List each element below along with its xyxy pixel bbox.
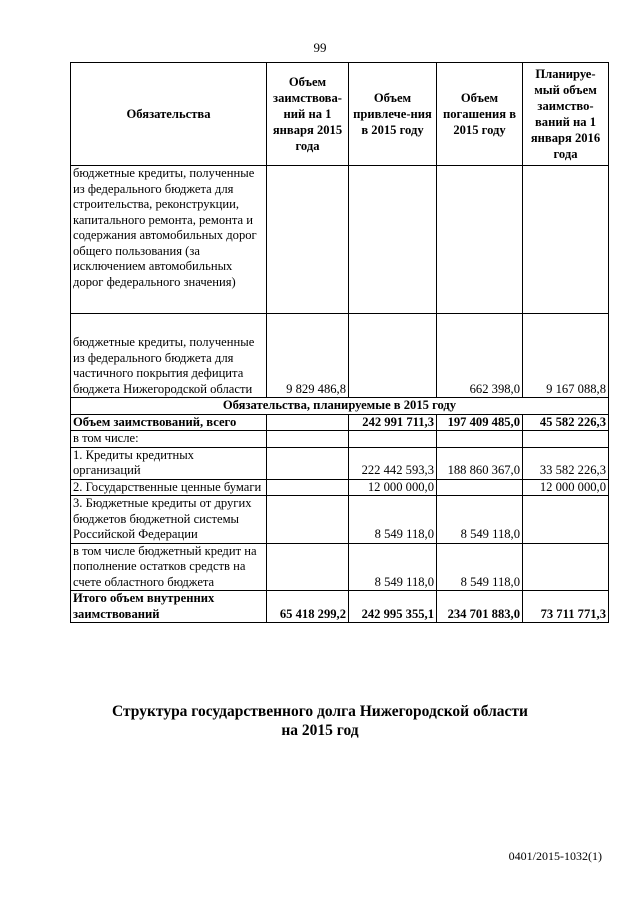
cell-value: 197 409 485,0 [437, 414, 523, 431]
section-title [0, 702, 640, 740]
table-row [71, 479, 609, 496]
cell-value [523, 496, 609, 544]
header-obligations: Обязательства [71, 63, 267, 166]
total-borrowings-row [71, 414, 609, 431]
borrowings-table [70, 62, 609, 623]
cell-value [267, 166, 349, 314]
table-row [71, 314, 609, 398]
table-row [71, 447, 609, 479]
section-header: Обязательства, планируемые в 2015 году [71, 398, 609, 415]
row-name: 1. Кредиты кредитных организаций [71, 447, 267, 479]
header-opening-borrowings: Объем заимствова-ний на 1 января 2015 года [267, 63, 349, 166]
cell-value [267, 496, 349, 544]
table-header-row [71, 63, 609, 166]
cell-value: 242 991 711,3 [349, 414, 437, 431]
cell-value: 242 995 355,1 [349, 591, 437, 623]
cell-value [437, 166, 523, 314]
row-name: 3. Бюджетные кредиты от других бюджетов бюджетной системы Российской Федерации [71, 496, 267, 544]
header-attraction: Объем привлече-ния в 2015 году [349, 63, 437, 166]
cell-value: 8 549 118,0 [349, 543, 437, 591]
including-row [71, 431, 609, 448]
cell-value [523, 166, 609, 314]
cell-value: 45 582 226,3 [523, 414, 609, 431]
cell-value [523, 543, 609, 591]
table-row [71, 166, 609, 314]
section-title-line1: Структура государственного долга Нижегородской области [112, 703, 528, 720]
cell-value: 12 000 000,0 [523, 479, 609, 496]
cell-value: 222 442 593,3 [349, 447, 437, 479]
cell-value: 8 549 118,0 [349, 496, 437, 544]
section-title-line2: на 2015 год [281, 722, 359, 739]
cell-value [267, 543, 349, 591]
cell-value: 9 167 088,8 [523, 314, 609, 398]
page-number: 99 [313, 40, 327, 55]
cell-value: 73 711 771,3 [523, 591, 609, 623]
row-name: в том числе бюджетный кредит на пополнение остатков средств на счете областного бюджета [71, 543, 267, 591]
cell-value: 9 829 486,8 [267, 314, 349, 398]
cell-value: 65 418 299,2 [267, 591, 349, 623]
row-name: бюджетные кредиты, полученные из федерального бюджета для частичного покрытия дефицита бюджета Нижегородской области [71, 314, 267, 398]
cell-value: 662 398,0 [437, 314, 523, 398]
table-row [71, 543, 609, 591]
cell-value: 8 549 118,0 [437, 543, 523, 591]
cell-value: 188 860 367,0 [437, 447, 523, 479]
cell-value: 12 000 000,0 [349, 479, 437, 496]
including-label: в том числе: [71, 431, 267, 448]
table-row [71, 496, 609, 544]
row-name: Объем заимствований, всего [71, 414, 267, 431]
cell-value [267, 447, 349, 479]
section-header-row [71, 398, 609, 415]
header-planned-borrowings: Планируе-мый объем заимство-ваний на 1 января 2016 года [523, 63, 609, 166]
row-name: 2. Государственные ценные бумаги [71, 479, 267, 496]
cell-value [437, 479, 523, 496]
cell-value: 234 701 883,0 [437, 591, 523, 623]
row-name: Итого объем внутренних заимствований [71, 591, 267, 623]
row-name: бюджетные кредиты, полученные из федерального бюджета для строительства, реконструкции, капитального ремонта, ремонта и содержания автомобильных дорог общего пользования (за исключением автомобильных дорог федерального значения) [71, 166, 267, 314]
cell-value: 33 582 226,3 [523, 447, 609, 479]
grand-total-row [71, 591, 609, 623]
cell-value: 8 549 118,0 [437, 496, 523, 544]
header-repayment: Объем погашения в 2015 году [437, 63, 523, 166]
cell-value [349, 314, 437, 398]
cell-value [267, 414, 349, 431]
document-code: 0401/2015-1032(1) [508, 849, 602, 863]
cell-value [349, 166, 437, 314]
cell-value [267, 479, 349, 496]
